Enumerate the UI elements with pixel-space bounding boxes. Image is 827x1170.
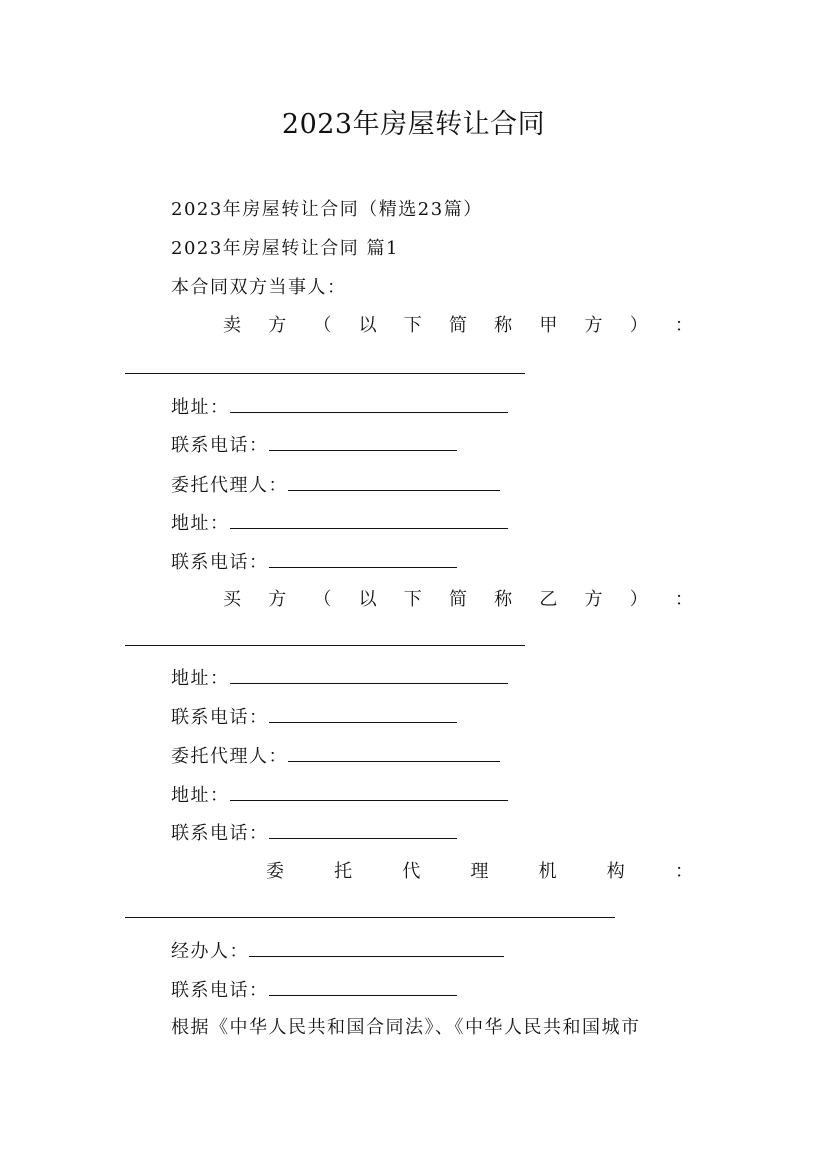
address-label: 地址：	[171, 397, 230, 418]
address-label: 地址：	[171, 513, 230, 534]
agent-label: 委托代理人：	[171, 746, 288, 767]
phone-label: 联系电话：	[171, 552, 269, 573]
agent-label: 委托代理人：	[171, 475, 288, 496]
document-title: 2023年房屋转让合同	[281, 109, 546, 140]
seller-label: 卖 方 （ 以 下 简 称 甲 方 ） ：	[223, 315, 693, 336]
address-blank	[230, 394, 508, 413]
agency-phone-row	[171, 977, 457, 1003]
seller-name-blank	[125, 373, 525, 374]
agency-label: 委 托 代 理 机 构 ：	[266, 861, 693, 882]
buyer-agent-phone-row	[171, 820, 457, 846]
buyer-address-row	[171, 665, 508, 691]
phone-blank	[269, 549, 457, 568]
agency-name-blank	[125, 917, 615, 918]
seller-agent-row	[171, 472, 500, 498]
closing-paragraph: 根据《中华人民共和国合同法》、《中华人民共和国城市	[171, 1017, 641, 1038]
parties-intro: 本合同双方当事人：	[171, 277, 347, 298]
phone-label: 联系电话：	[171, 707, 269, 728]
buyer-name-blank	[125, 645, 525, 646]
handler-label: 经办人：	[171, 941, 249, 962]
agent-blank	[288, 743, 500, 762]
address-blank	[230, 510, 508, 529]
buyer-agent-row	[171, 743, 500, 769]
phone-label: 联系电话：	[171, 435, 269, 456]
address-label: 地址：	[171, 668, 230, 689]
phone-label: 联系电话：	[171, 823, 269, 844]
phone-blank	[269, 432, 457, 451]
address-blank	[230, 665, 508, 684]
chapter-heading: 2023年房屋转让合同 篇1	[171, 238, 399, 259]
buyer-agent-address-row	[171, 782, 508, 808]
buyer-phone-row	[171, 704, 457, 730]
buyer-label: 买 方 （ 以 下 简 称 乙 方 ） ：	[223, 589, 693, 610]
phone-blank	[269, 977, 457, 996]
handler-blank	[249, 938, 504, 957]
address-label: 地址：	[171, 785, 230, 806]
seller-address-row	[171, 394, 508, 420]
handler-row	[171, 938, 504, 964]
phone-label: 联系电话：	[171, 980, 269, 1001]
seller-agent-address-row	[171, 510, 508, 536]
address-blank	[230, 782, 508, 801]
seller-phone-row	[171, 432, 457, 458]
phone-blank	[269, 820, 457, 839]
subtitle: 2023年房屋转让合同（精选23篇）	[171, 199, 483, 220]
agent-blank	[288, 472, 500, 491]
seller-agent-phone-row	[171, 549, 457, 575]
phone-blank	[269, 704, 457, 723]
